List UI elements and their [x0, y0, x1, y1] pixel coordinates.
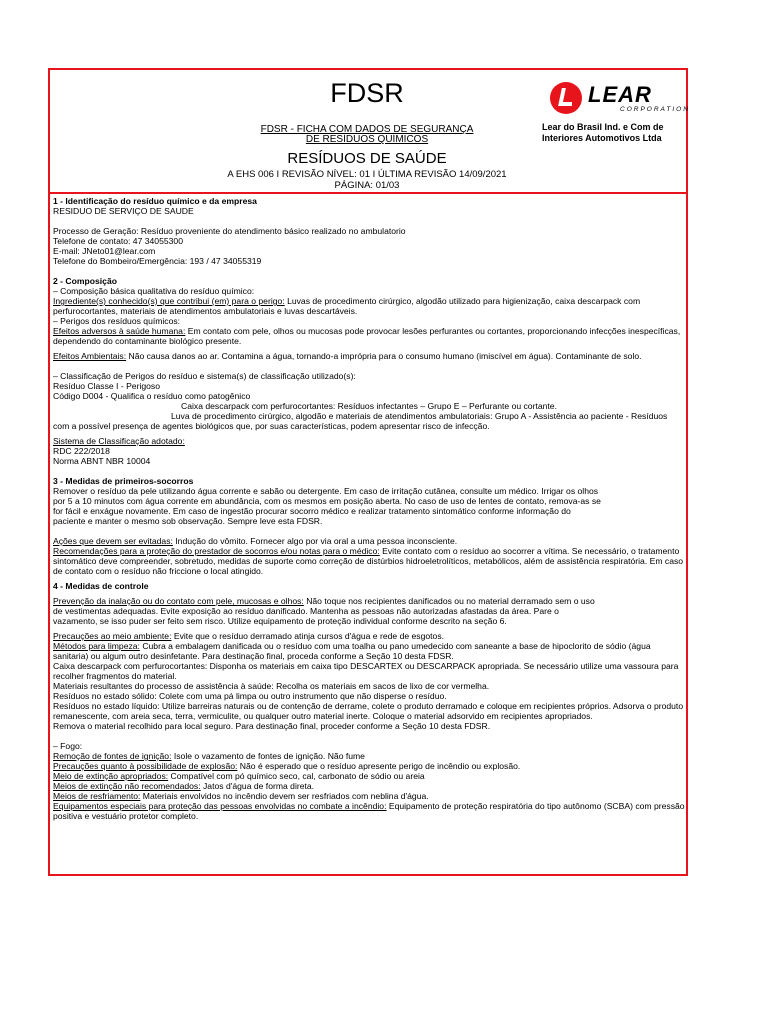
- env-prec-label: Precauções ao meio ambiente:: [53, 631, 172, 641]
- health-label: Efeitos adversos à saúde humana:: [53, 326, 186, 336]
- contact-phone: Telefone de contato: 47 34055300: [53, 236, 183, 246]
- company-name: Lear do Brasil Ind. e Com de Interiores Automotivos Ltda: [542, 122, 664, 143]
- rdc-norm: RDC 222/2018: [53, 446, 110, 456]
- noext-text: Jatos d'água de forma direta.: [200, 781, 315, 791]
- materials-cleaning: Materiais resultantes do processo de assistência à saúde: Recolha os materiais em sacos de lixo de cor vermelha.: [53, 681, 490, 691]
- remove-material: Remova o material recolhido para local seguro. Para destinação final, proceder conforme a Seção 10 desta FDSR.: [53, 721, 491, 731]
- system-label: Sistema de Classificação adotado:: [53, 436, 185, 446]
- section-1-heading: 1 - Identificação do resíduo químico e da empresa: [53, 196, 257, 206]
- cool-label: Meios de resfriamento:: [53, 791, 141, 801]
- expl-text: Não é esperado que o resíduo apresente perigo de incêndio ou explosão.: [237, 761, 521, 771]
- env-effects: [53, 351, 685, 361]
- ingredients-label: Ingrediente(s) conhecido(s) que contribui (em) para o perigo:: [53, 296, 285, 306]
- env-label: Efeitos Ambientais:: [53, 351, 127, 361]
- classification-line: – Classificação de Perigos do resíduo e sistema(s) de classificação utilizado(s):: [53, 371, 356, 381]
- ign-label: Remoção de fontes de ignição:: [53, 751, 172, 761]
- revision-info: A EHS 006 I REVISÃO NÍVEL: 01 I ÚLTIMA REVISÃO 14/09/2021: [227, 169, 507, 180]
- clean-label: Métodos para limpeza:: [53, 641, 140, 651]
- noext-label: Meios de extinção não recomendados:: [53, 781, 201, 791]
- cooling: [53, 791, 685, 801]
- cleaning-methods: [53, 641, 685, 661]
- lear-logo: [550, 82, 690, 122]
- box-group: Caixa descarpack com perfurocortantes: Resíduos infectantes – Grupo E – Perfurante ou cortante.: [181, 401, 557, 411]
- prev-l3: vazamento, se isso puder ser feito sem risco. Utilize equipamento de proteção individual conforme descrito na seção 6.: [53, 616, 507, 626]
- rec-text: Evite contato com o resíduo ao socorrer a vítima. Se necessário, o tratamento sintomático deve compreender, sobretudo, medidas de suporte como correção de distúrbios hidroeletrolíticos, metabólicos, além de assistência respiratória. Em caso de contato com o resíduo não friccione o local atingido.: [53, 546, 684, 576]
- document-body: [53, 196, 685, 821]
- solid-cleaning: Resíduos no estado sólido: Colete com uma pá limpa ou outro instrumento que não disperse o resíduo.: [53, 691, 447, 701]
- avoid-text: Indução do vômito. Fornecer algo por via oral a uma pessoa inconsciente.: [172, 536, 458, 546]
- doc-name: RESÍDUOS DE SAÚDE: [287, 150, 447, 167]
- document-frame: [48, 68, 688, 876]
- logo-corp: CORPORATION: [620, 106, 690, 113]
- prevention: [53, 596, 685, 606]
- prev-l1: Não toque nos recipientes danificados ou no material derramado sem o uso: [303, 596, 595, 606]
- ignition: [53, 751, 685, 761]
- health-effects: [53, 326, 685, 346]
- first-aid-l1: Remover o resíduo da pele utilizando água corrente e sabão ou detergente. Em caso de irritação cutânea, consulte um médico. Irrigar os olhos: [53, 486, 599, 496]
- extinction: [53, 771, 685, 781]
- hazards-line: – Perigos dos resíduos químicos:: [53, 316, 181, 326]
- explosion: [53, 761, 685, 771]
- ext-label: Meio de extinção apropriados:: [53, 771, 169, 781]
- recommendations: [53, 546, 685, 576]
- equip-text: Equipamento de proteção respiratória do tipo autônomo (SCBA) com pressão positiva e vestuário protetor completo.: [53, 801, 685, 821]
- special-equipment: [53, 801, 685, 821]
- ingredients: [53, 296, 685, 316]
- liquid-cleaning: Resíduos no estado líquido: Utilize barreiras naturais ou de contenção de derrame, colete o produto derramado e coloque em recipientes próprios. Adsorva o produto remanescente, com areia seca, terra, vermiculite, ou qualquer outro material inerte. Coloque o material adsorvido em recipientes apropriados.: [53, 701, 684, 721]
- contact-email: E-mail: JNeto01@lear.com: [53, 246, 156, 256]
- first-aid-l3: for fácil e enxágue novamente. Em caso de ingestão procurar socorro médico e realizar tratamento sintomático conforme informação do: [53, 506, 571, 516]
- section-3-heading: 3 - Medidas de primeiros-socorros: [53, 476, 194, 486]
- ign-text: Isole o vazamento de fontes de ignição. Não fume: [171, 751, 365, 761]
- env-prec-text: Evite que o resíduo derramado atinja cursos d'água e rede de esgotos.: [171, 631, 445, 641]
- first-aid-l4: paciente e manter o mesmo sob observação. Sempre leve esta FDSR.: [53, 516, 323, 526]
- ext-text: Compatível com pó químico seco, cal, carbonato de sódio ou areia: [168, 771, 425, 781]
- abnt-norm: Norma ABNT NBR 10004: [53, 456, 151, 466]
- section-2-heading: 2 - Composição: [53, 276, 117, 286]
- code-d004: Código D004 - Qualifica o resíduo como patogênico: [53, 391, 251, 401]
- composition-line: – Composição básica qualitativa do resíduo químico:: [53, 286, 255, 296]
- lear-logo-icon: [550, 82, 582, 114]
- avoid-actions: [53, 536, 685, 546]
- rec-label: Recomendações para a proteção do prestador de socorros e/ou notas para o médico:: [53, 546, 380, 556]
- section-4-heading: 4 - Medidas de controle: [53, 581, 149, 591]
- cool-text: Materiais envolvidos no incêndio devem ser resfriados com neblina d'água.: [140, 791, 429, 801]
- fire-heading: – Fogo:: [53, 741, 83, 751]
- env-text: Não causa danos ao ar. Contamina a água, tornando-a imprópria para o consumo humano (imiscível em água). Contaminante de solo.: [126, 351, 642, 361]
- fire-phone: Telefone do Bombeiro/Emergência: 193 / 47 34055319: [53, 256, 262, 266]
- expl-label: Precauções quanto à possibilidade de explosão:: [53, 761, 238, 771]
- class-1: Resíduo Classe I - Perigoso: [53, 381, 160, 391]
- env-precautions: [53, 631, 685, 641]
- doc-meta: [50, 169, 684, 191]
- equip-label: Equipamentos especiais para proteção das pessoas envolvidas no combate a incêndio:: [53, 801, 387, 811]
- subtitle-line2: DE RESÍDUOS QUÍMICOS: [305, 134, 429, 145]
- ingredients-text: Luvas de procedimento cirúrgico, algodão utilizado para higienização, caixa descarpack com perfurocortantes, materiais de atendimentos ambulatoriais e luvas descartáveis.: [53, 296, 641, 316]
- subtitle-line1: FDSR - FICHA COM DADOS DE SEGURANÇA: [260, 124, 474, 135]
- first-aid-l2: por 5 a 10 minutos com água corrente em abundância, com os mesmos em posição aberta. No caso de uso de lentes de contato, remova-as se: [53, 496, 601, 506]
- box-cleaning: Caixa descarpack com perfurocortantes: Disponha os materiais em caixa tipo DESCARTEX ou DESCARPACK apropriada. Se necessário utilize uma vassoura para recolher fragmentos do material.: [53, 661, 679, 681]
- avoid-label: Ações que devem ser evitadas:: [53, 536, 173, 546]
- clean-text: Cubra a embalagem danificada ou o resíduo com uma toalha ou pano umedecido com saneante a base de hipoclorito de sódio (água sanitaria) ou algum outro desinfetante. Para destinação final, proceda conforme a Seção 10 desta FDSR.: [53, 641, 651, 661]
- gloves-group: Luva de procedimento cirúrgico, algodão e materiais de atendimentos ambulatoriais: Grupo A - Assistência ao paciente - Resíduos com a possível presença de agentes biológicos que, por suas características, podem apresentar risco de infecção.: [53, 411, 668, 431]
- prev-label: Prevenção da inalação ou do contato com pele, mucosas e olhos:: [53, 596, 304, 606]
- waste-name: RESIDUO DE SERVIÇO DE SAUDE: [53, 206, 194, 216]
- prev-l2: de vestimentas adequadas. Evite exposição ao resíduo danificado. Mantenha as pessoas não autorizadas afastadas da área. Pare o: [53, 606, 559, 616]
- doc-title: FDSR: [330, 78, 404, 108]
- logo-word: LEAR: [588, 82, 652, 107]
- generation-process: Processo de Geração: Resíduo proveniente do atendimento básico realizado no ambulatorio: [53, 226, 406, 236]
- page-number: PÁGINA: 01/03: [334, 180, 400, 191]
- no-extinction: [53, 781, 685, 791]
- document-header: [50, 70, 690, 194]
- health-text: Em contato com pele, olhos ou mucosas pode provocar lesões perfurantes ou cortantes, proporcionando infecções inespecíficas, dependendo do contaminante biológico presente.: [53, 326, 681, 346]
